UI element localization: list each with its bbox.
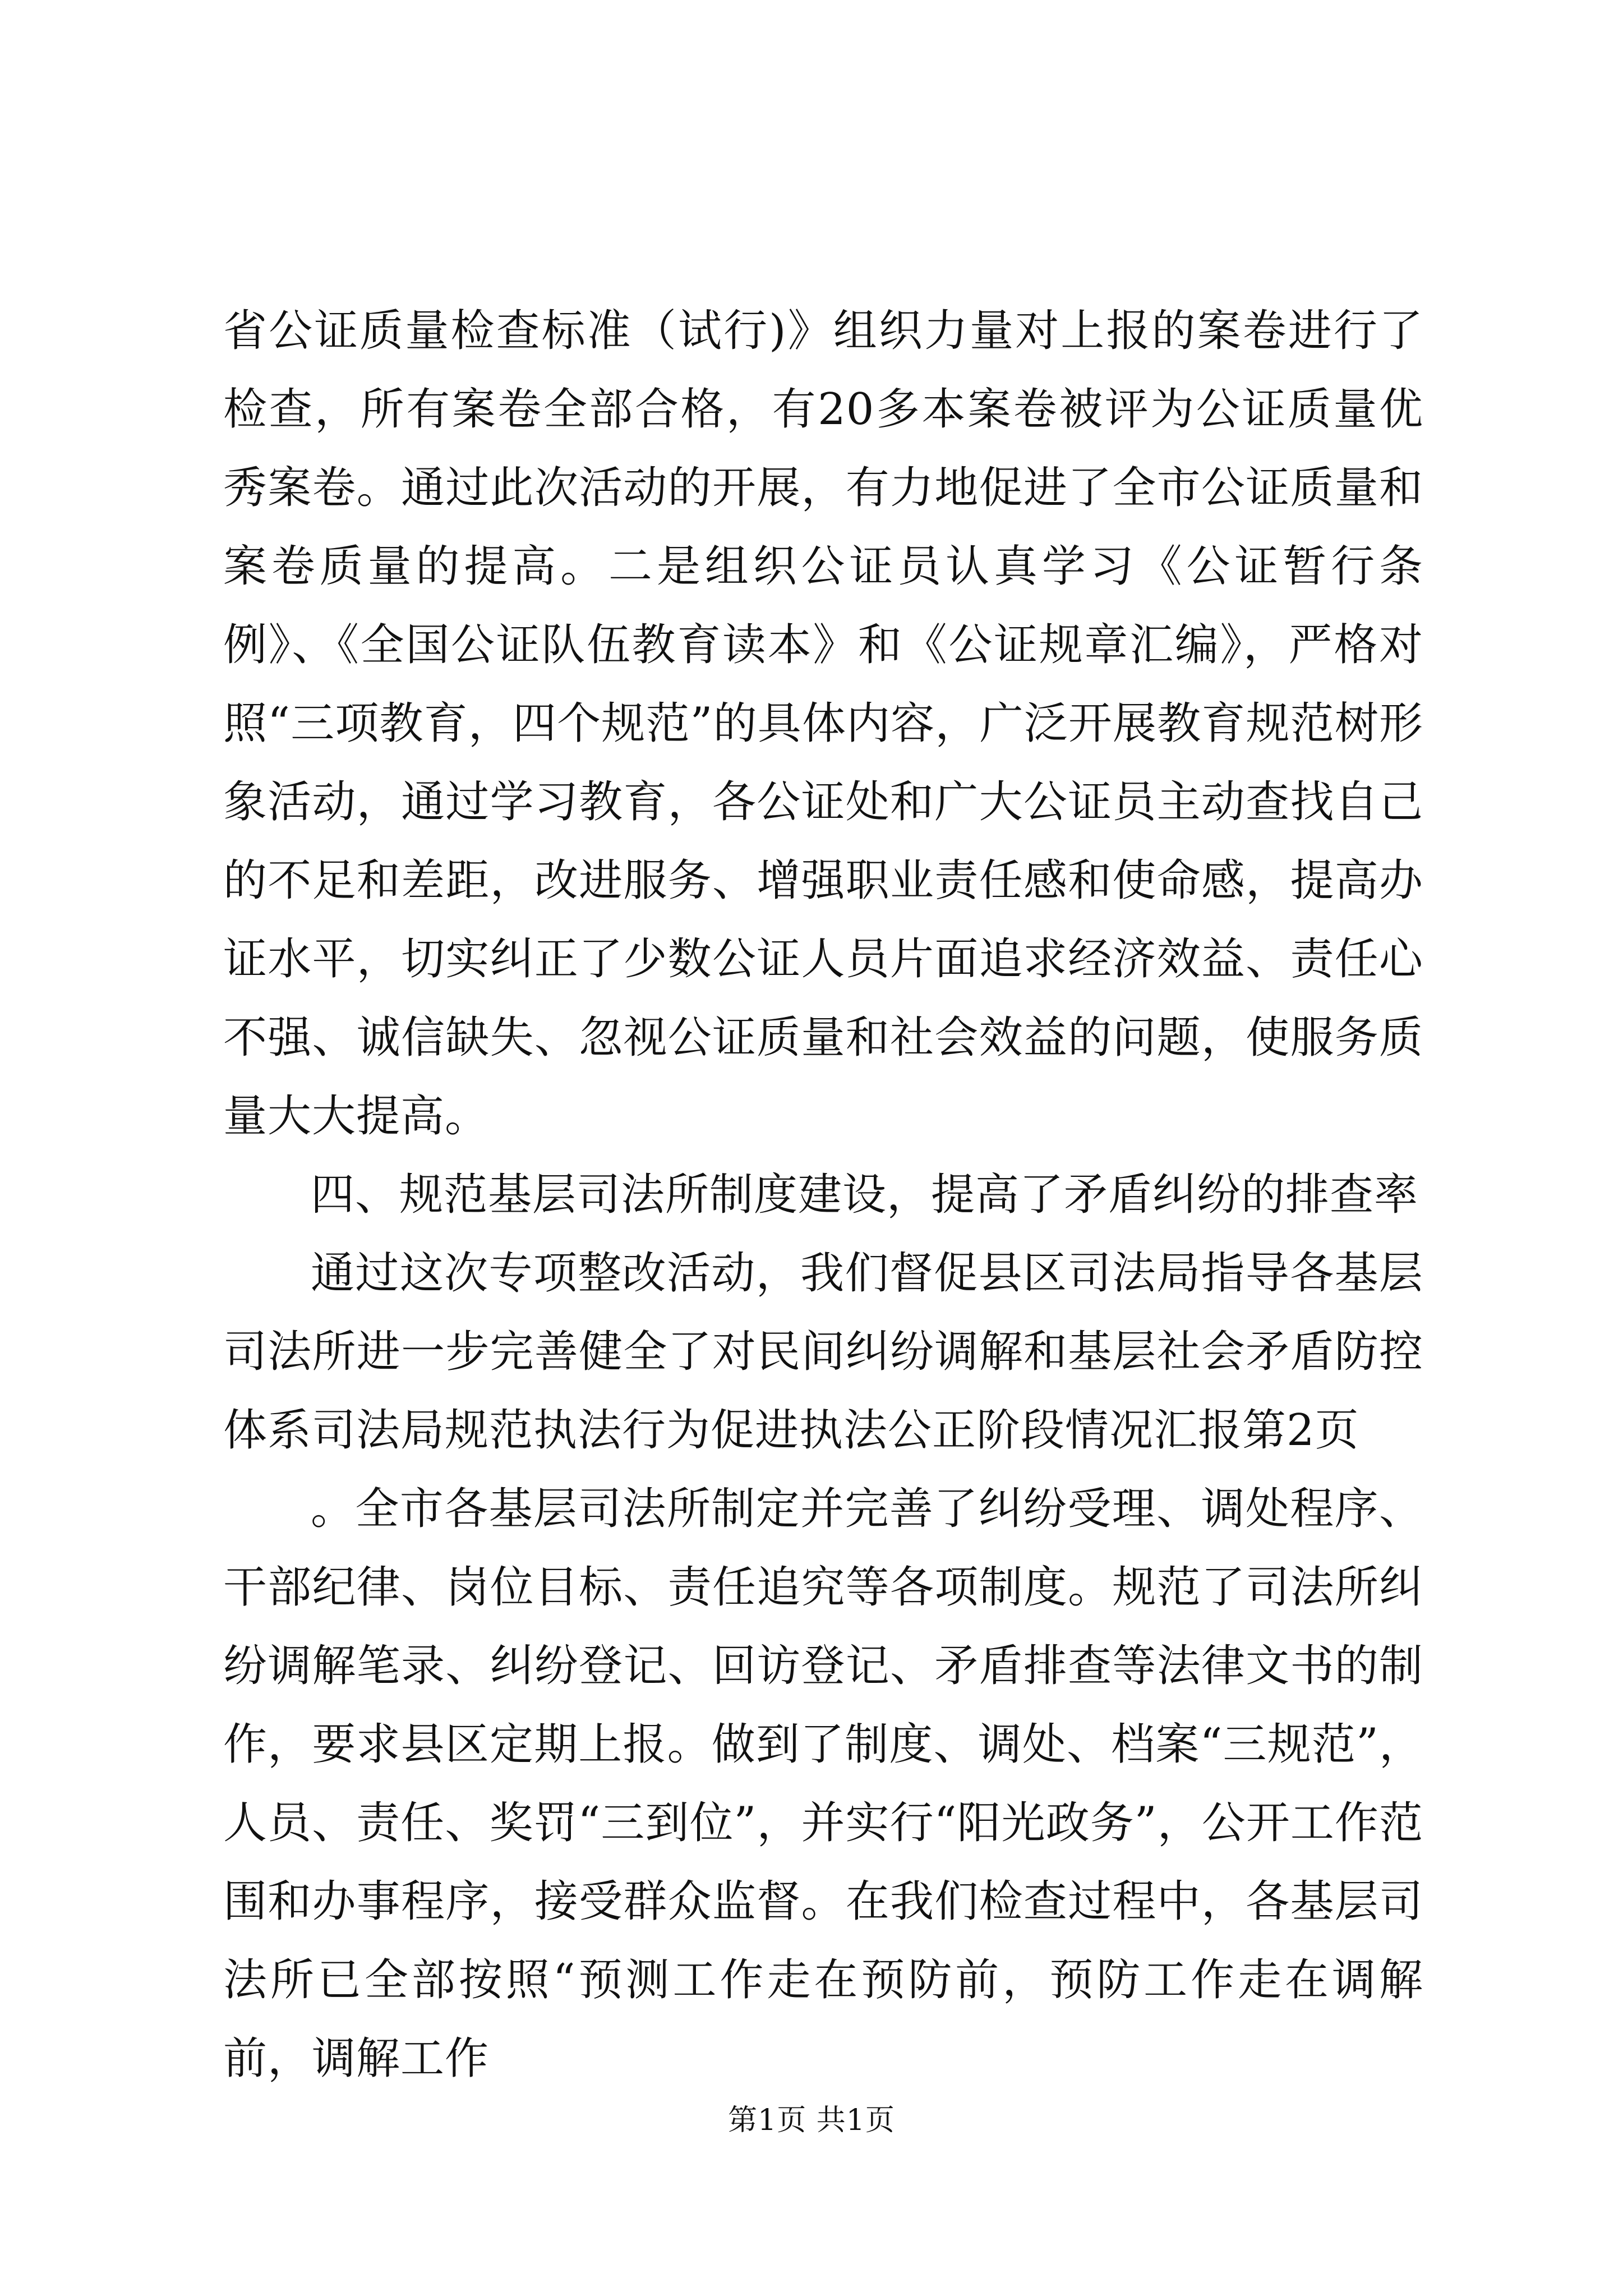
paragraph-continuation: 省公证质量检查标准（试行)》组织力量对上报的案卷进行了检查，所有案卷全部合格，有20多本案卷被评为公证质量优秀案卷。通过此次活动的开展，有力地促进了全市公证质量和案卷质量的提高。二是组织公证员认真学习《公证暂行条例》、《全国公证队伍教育读本》和《公证规章汇编》，严格对照“三项教育，四个规范”的具体内容，广泛开展教育规范树形象活动，通过学习教育，各公证处和广大公证员主动查找自己的不足和差距，改进服务、增强职业责任感和使命感，提高办证水平，切实纠正了少数公证人员片面追求经济效益、责任心不强、诚信缺失、忽视公证质量和社会效益的问题，使服务质量大大提高。	[223, 306, 1423, 1142]
paragraph: 通过这次专项整改活动，我们督促县区司法局指导各基层司法所进一步完善健全了对民间纠纷调解和基层社会矛盾防控体系司法局规范执法行为促进执法公正阶段情况汇报第2页	[223, 1248, 1423, 1456]
paragraph: 。全市各基层司法所制定并完善了纠纷受理、调处程序、干部纪律、岗位目标、责任追究等各项制度。规范了司法所纠纷调解笔录、纠纷登记、回访登记、矛盾排查等法律文书的制作，要求县区定期上报。做到了制度、调处、档案“三规范”，人员、责任、奖罚“三到位”，并实行“阳光政务”，公开工作范围和办事程序，接受群众监督。在我们检查过程中，各基层司法所已全部按照“预测工作走在预防前，预防工作走在调解前，调解工作	[223, 1484, 1423, 2084]
section-heading: 四、规范基层司法所制度建设，提高了矛盾纠纷的排查率	[311, 1170, 1419, 1220]
page-footer: 第1页 共1页	[728, 2104, 895, 2137]
document-body	[223, 292, 1423, 2098]
